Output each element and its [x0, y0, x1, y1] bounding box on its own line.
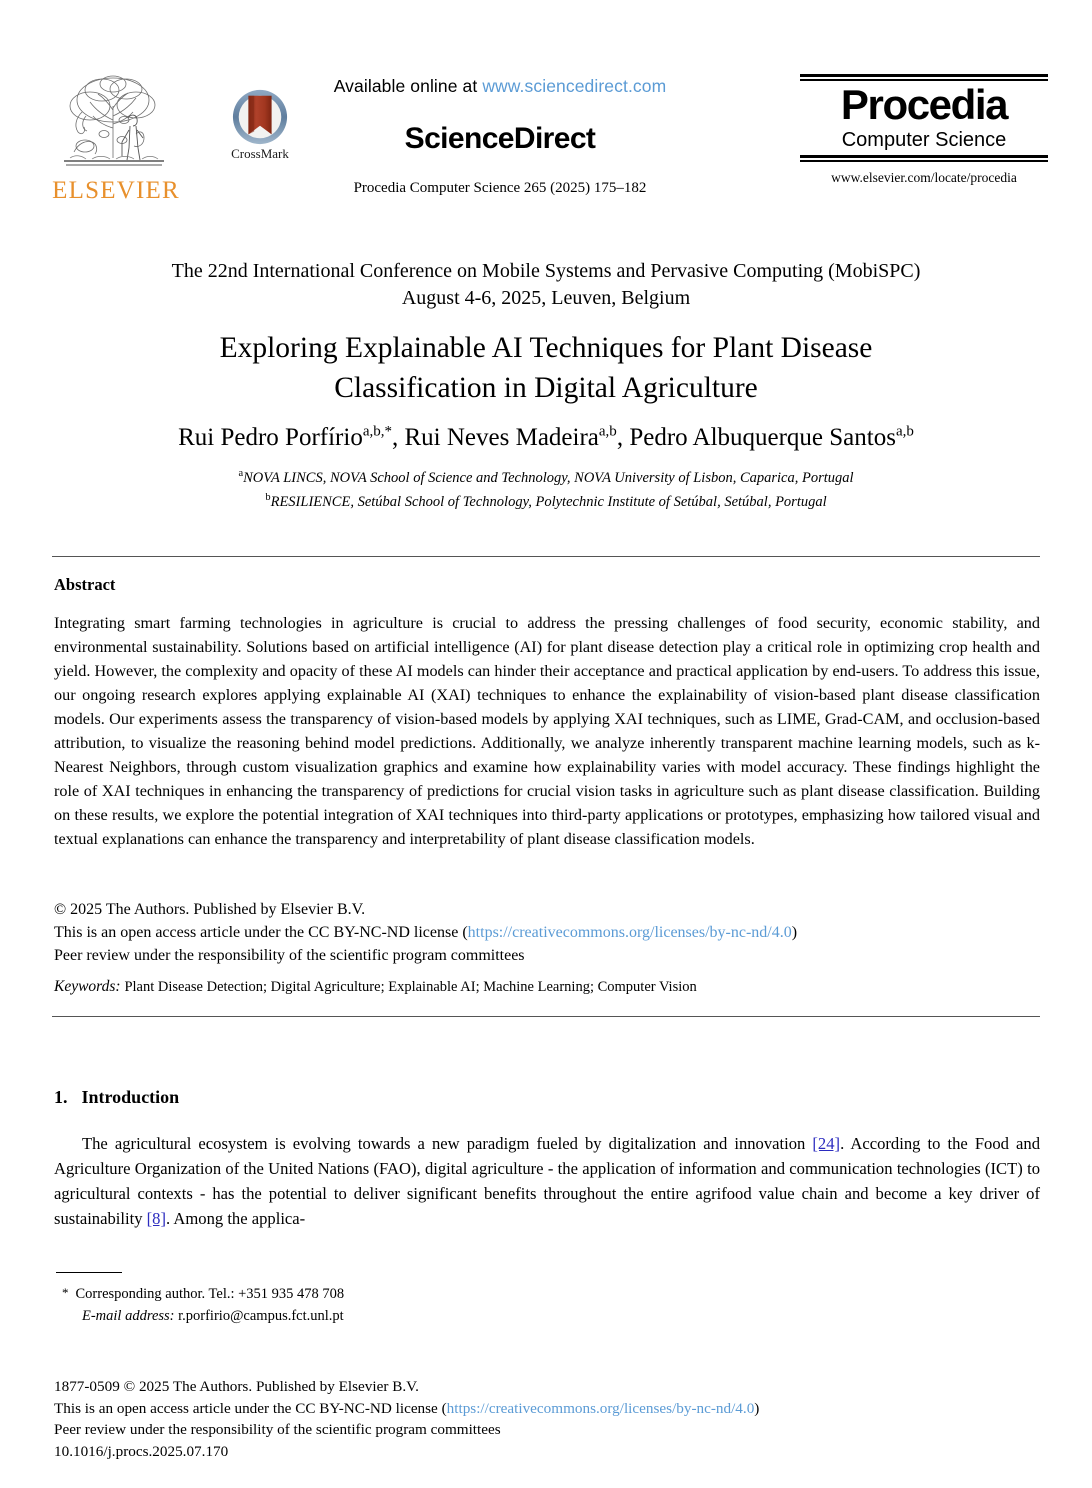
peer-review-line: Peer review under the responsibility of the scientific program committees [54, 947, 525, 965]
keywords-label: Keywords: [54, 978, 121, 995]
footnote-rule [56, 1272, 122, 1273]
keywords-line [54, 978, 1040, 996]
divider-below-keywords [52, 1016, 1040, 1017]
footnote-block [62, 1283, 762, 1327]
paper-title-line-1: Exploring Explainable AI Techniques for Plant Disease [219, 332, 873, 364]
copyright-line: © 2025 The Authors. Published by Elsevier B.V. [54, 901, 366, 918]
elsevier-tree-icon [52, 72, 174, 176]
divider-above-abstract [52, 556, 1040, 557]
sciencedirect-url-link[interactable]: www.sciencedirect.com [482, 76, 667, 96]
license-url-link[interactable]: https://creativecommons.org/licenses/by-nc-nd/4.0 [467, 924, 792, 942]
affiliation-item [46, 466, 1046, 490]
procedia-url[interactable]: www.elsevier.com/locate/procedia [831, 169, 1017, 185]
abstract-text: Integrating smart farming technologies in agriculture is crucial to address the pressing challenges of food security, economic stability, and environmental sustainability. Solutions based on artificial intelligence (AI) for plant disease detection play a critical role in optimizing crop health and yield. However, the complexity and opacity of these AI models can hinder their acceptance and practical application by end-users. To address this issue, our ongoing research explores applying explainable AI (XAI) techniques to enhance the explainability of vision-based plant disease classification models. Our experiments assess the transparency of vision-based models by applying XAI techniques, such as LIME, Grad-CAM, and occlusion-based attribution, to visualize the reasoning behind model predictions. Additionally, we analyze inherently transparent machine learning models, such as k-Nearest Neighbors, through custom visualization graphics and examine how explainability varies with model accuracy. These findings highlight the role of XAI techniques in enhancing the transparency of predictions for crucial vision tasks in agriculture such as plant disease classification. Building on these results, we explore the potential integration of XAI techniques into third-party applications or prototypes, emphasizing how tailored visual and textual explanations can enhance the transparency and interpretability of plant disease classification models. [54, 614, 1040, 848]
masthead [0, 0, 1092, 240]
intro-text-part-1: The agricultural ecosystem is evolving towards a new paradigm fueled by digitalization and innovation [82, 1134, 813, 1153]
email-label: E-mail address: [82, 1308, 175, 1325]
available-online-prefix: Available online at [333, 76, 483, 96]
author-affiliation-marks: a,b [895, 423, 914, 440]
sciencedirect-wordmark: ScienceDirect [404, 122, 596, 155]
author-entry [178, 424, 404, 451]
citation-link[interactable]: [24] [812, 1134, 841, 1153]
colophon-open-access-prefix: This is an open access article under the CC BY-NC-ND license ( [54, 1399, 447, 1417]
email-line [62, 1305, 762, 1327]
conference-info [46, 258, 1046, 312]
intro-text-part-2: . According to the Food and Agriculture Organization of the United Nations (FAO), digital agriculture - the application of information and communication technologies (ICT) to agricultural contexts - has the potential to deliver significant benefits throughout the entire agrifood value chain and become a key driver of sustainability [54, 1134, 1040, 1228]
affiliation-mark: a [238, 468, 244, 479]
procedia-rule-top [800, 74, 1048, 81]
author-list [46, 422, 1046, 455]
section-number: 1. [54, 1087, 68, 1107]
procedia-logo [800, 74, 1048, 186]
sciencedirect-block [300, 76, 700, 197]
open-access-prefix: This is an open access article under the CC BY-NC-ND license ( [54, 924, 468, 942]
procedia-rule-bottom [800, 155, 1048, 162]
author-name: Pedro Albuquerque Santos [629, 424, 896, 451]
crossmark-logo[interactable] [218, 88, 302, 160]
author-name: Rui Pedro Porfírio [178, 424, 363, 451]
crossmark-icon[interactable] [231, 88, 289, 146]
open-access-line [54, 921, 1040, 944]
author-affiliation-marks: a,b,* [362, 423, 392, 440]
page-title [96, 328, 996, 408]
affiliation-item [46, 490, 1046, 514]
author-separator: , [616, 424, 630, 451]
elsevier-wordmark: ELSEVIER [52, 177, 180, 204]
doi-line[interactable]: 10.1016/j.procs.2025.07.170 [54, 1442, 229, 1460]
available-online-line [300, 76, 700, 97]
license-block [54, 898, 1040, 968]
author-name: Rui Neves Madeira [404, 424, 599, 451]
keywords-values: Plant Disease Detection; Digital Agriculture; Explainable AI; Machine Learning; Computer Vision [124, 979, 697, 995]
intro-text-part-3: . Among the applica- [166, 1208, 306, 1228]
abstract-heading: Abstract [54, 575, 116, 594]
colophon-license-url-link[interactable]: https://creativecommons.org/licenses/by-nc-nd/4.0 [446, 1399, 755, 1417]
author-affiliation-marks: a,b [598, 423, 617, 440]
open-access-suffix: ) [791, 924, 798, 942]
introduction-paragraph [54, 1132, 1040, 1232]
paper-title-line-2: Classification in Digital Agriculture [334, 372, 758, 405]
conference-name: The 22nd International Conference on Mobile Systems and Pervasive Computing (MobiSPC) [171, 260, 921, 282]
colophon-open-access-suffix: ) [754, 1399, 760, 1417]
colophon-block [54, 1376, 1040, 1462]
affiliation-text: RESILIENCE, Setúbal School of Technology, Polytechnic Institute of Setúbal, Setúbal, Portugal [270, 493, 827, 510]
affiliation-list [46, 466, 1046, 513]
colophon-open-access-line [54, 1398, 1040, 1420]
crossmark-label: CrossMark [231, 146, 289, 161]
corresponding-author-line [62, 1283, 762, 1305]
citation-link[interactable]: [8] [146, 1208, 167, 1228]
section-heading-introduction [54, 1087, 179, 1108]
section-title: Introduction [81, 1087, 180, 1107]
corresponding-author-text: Corresponding author. Tel.: +351 935 478 708 [75, 1286, 345, 1302]
elsevier-logo [52, 72, 180, 203]
author-entry [405, 424, 630, 451]
conference-date-location: August 4-6, 2025, Leuven, Belgium [401, 287, 691, 310]
colophon-peer-review-line: Peer review under the responsibility of the scientific program committees [54, 1421, 501, 1439]
author-separator: , [392, 424, 405, 451]
procedia-subtitle: Computer Science [841, 128, 1007, 151]
affiliation-mark: b [265, 491, 271, 503]
journal-reference: Procedia Computer Science 265 (2025) 175–182 [353, 180, 647, 196]
affiliation-text: NOVA LINCS, NOVA School of Science and Technology, NOVA University of Lisbon, Caparica, Portugal [243, 469, 854, 486]
issn-copyright-line: 1877-0509 © 2025 The Authors. Published by Elsevier B.V. [54, 1378, 419, 1395]
author-entry [629, 424, 914, 451]
procedia-title: Procedia [840, 81, 1008, 128]
email-value[interactable]: r.porfirio@campus.fct.unl.pt [178, 1308, 344, 1325]
footnote-marker: * [62, 1285, 69, 1300]
